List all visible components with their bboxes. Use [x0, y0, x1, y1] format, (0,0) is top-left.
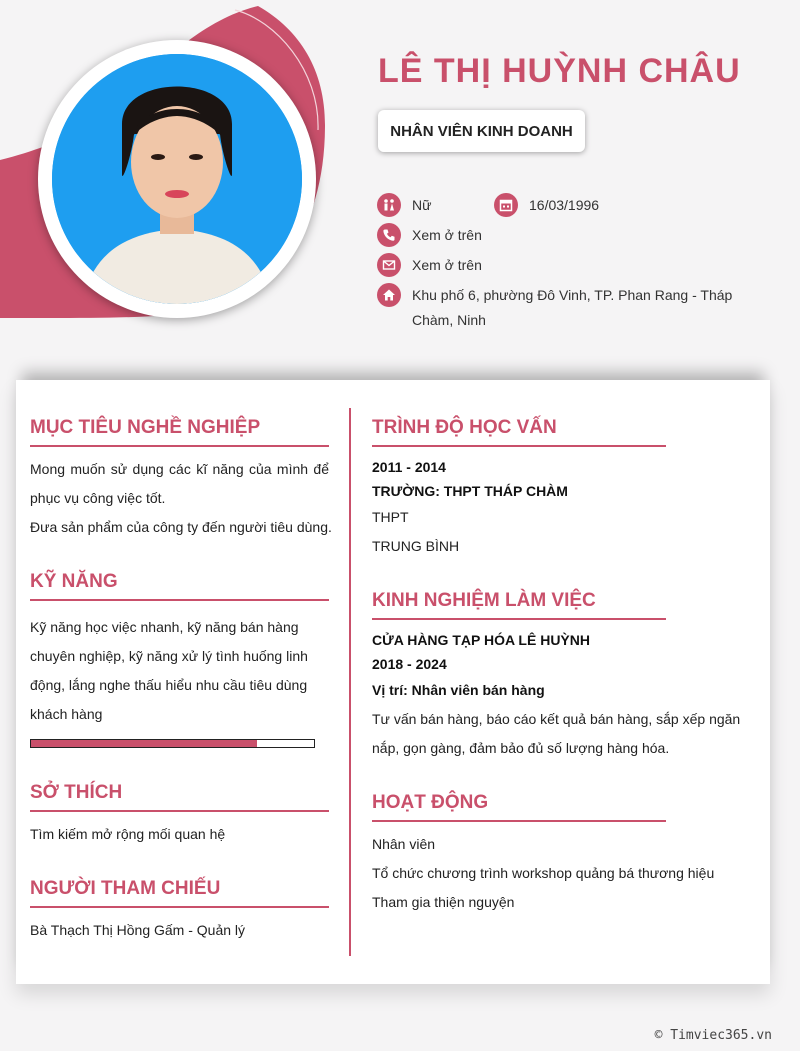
activity-item: Nhân viên — [372, 836, 436, 852]
home-icon — [377, 283, 401, 307]
activity-item: Tham gia thiện nguyện — [372, 894, 515, 910]
experience-position: Vị trí: Nhân viên bán hàng — [372, 682, 545, 698]
gender-icon — [377, 193, 401, 217]
activities-heading: HOẠT ĐỘNG — [372, 792, 666, 822]
phone-row — [377, 223, 482, 248]
activity-item: Tổ chức chương trình workshop quảng bá thương hiệu — [372, 865, 715, 881]
job-title-badge — [378, 110, 585, 152]
birthdate-value: 16/03/1996 — [529, 197, 600, 213]
education-school: TRƯỜNG: THPT THÁP CHÀM — [372, 483, 568, 499]
education-level: THPT — [372, 509, 409, 525]
address-row — [377, 283, 777, 333]
candidate-name: LÊ THỊ HUỲNH CHÂU — [378, 52, 741, 90]
gender-row — [377, 193, 431, 218]
email-value: Xem ở trên — [412, 257, 482, 273]
experience-description: Tư vấn bán hàng, báo cáo kết quả bán hàng, sắp xếp ngăn nắp, gọn gàng, đảm bảo đủ số lượng hàng hóa. — [372, 711, 741, 756]
skill-level-fill — [31, 740, 257, 747]
references-heading: NGƯỜI THAM CHIẾU — [30, 878, 329, 908]
objective-text-2: Đưa sản phẩm của công ty đến người tiêu dùng. — [30, 519, 332, 535]
column-divider — [349, 408, 351, 956]
skills-heading: KỸ NĂNG — [30, 571, 329, 601]
experience-years: 2018 - 2024 — [372, 656, 447, 672]
phone-value: Xem ở trên — [412, 227, 482, 243]
birthdate-row — [494, 193, 599, 218]
experience-company: CỬA HÀNG TẠP HÓA LÊ HUỲNH — [372, 632, 590, 648]
address-value: Khu phố 6, phường Đô Vinh, TP. Phan Rang - Tháp Chàm, Ninh — [412, 287, 733, 328]
avatar-portrait — [52, 54, 302, 304]
footer-copyright: © Timviec365.vn — [654, 1028, 772, 1043]
references-text: Bà Thạch Thị Hồng Gấm - Quản lý — [30, 922, 246, 938]
hobbies-text: Tìm kiếm mở rộng mối quan hệ — [30, 826, 226, 842]
email-row — [377, 253, 482, 278]
avatar — [52, 54, 302, 304]
email-icon — [377, 253, 401, 277]
skill-level-bar — [30, 739, 315, 748]
objective-text: Mong muốn sử dụng các kĩ năng của mình để phục vụ công việc tốt. — [30, 461, 329, 506]
hobbies-heading: SỞ THÍCH — [30, 782, 329, 812]
calendar-icon — [494, 193, 518, 217]
phone-icon — [377, 223, 401, 247]
education-heading: TRÌNH ĐỘ HỌC VẤN — [372, 417, 666, 447]
experience-heading: KINH NGHIỆM LÀM VIỆC — [372, 590, 666, 620]
objective-heading: MỤC TIÊU NGHỀ NGHIỆP — [30, 417, 329, 447]
education-years: 2011 - 2014 — [372, 459, 446, 475]
gender-value: Nữ — [412, 197, 432, 213]
job-title: NHÂN VIÊN KINH DOANH — [390, 122, 573, 140]
education-grade: TRUNG BÌNH — [372, 538, 460, 554]
skills-text: Kỹ năng học việc nhanh, kỹ năng bán hàng chuyên nghiệp, kỹ năng xử lý tình huống linh động, lắng nghe thấu hiểu nhu cầu tiêu dùng khách hàng — [30, 619, 308, 722]
